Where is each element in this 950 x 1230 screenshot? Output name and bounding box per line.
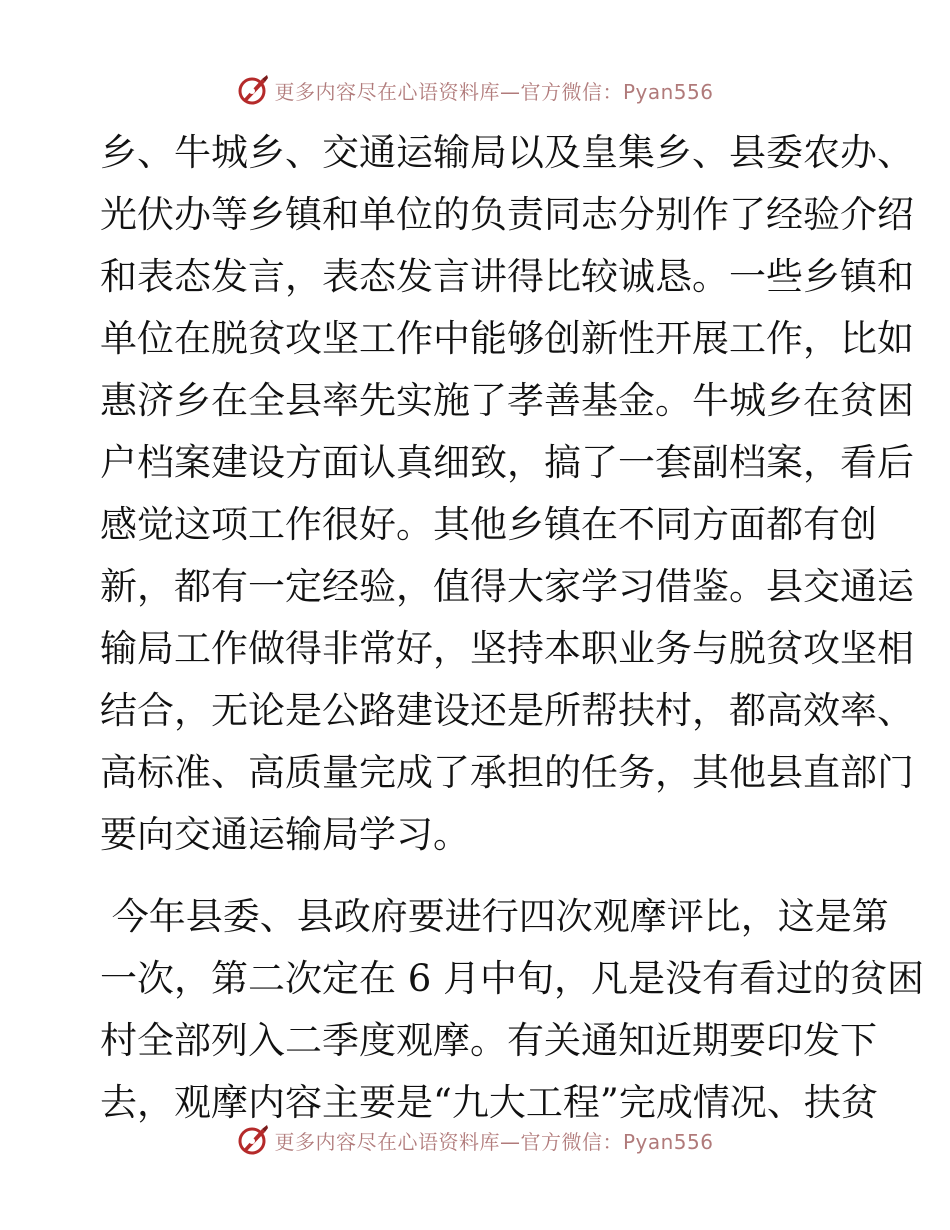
text-line: 感觉这项工作很好。其他乡镇在不同方面都有创 bbox=[100, 503, 877, 546]
paragraph bbox=[100, 886, 925, 1134]
header-banner-text: 更多内容尽在心语资料库—官方微信：Pyan556 bbox=[274, 79, 714, 104]
text-line: 村全部列入二季度观摩。有关通知近期要印发下 bbox=[100, 1019, 877, 1062]
text-line: 高标准、高质量完成了承担的任务，其他县直部门 bbox=[100, 751, 914, 794]
quill-pen-logo-icon bbox=[236, 1123, 270, 1157]
text-line: 户档案建设方面认真细致，搞了一套副档案，看后 bbox=[100, 441, 914, 484]
document-body bbox=[100, 122, 925, 1134]
text-line: 结合，无论是公路建设还是所帮扶村，都高效率、 bbox=[100, 689, 914, 732]
text-line: 今年县委、县政府要进行四次观摩评比，这是第 bbox=[100, 895, 889, 938]
header-banner bbox=[0, 70, 950, 110]
text-line: 输局工作做得非常好，坚持本职业务与脱贫攻坚相 bbox=[100, 627, 914, 670]
text-line: 惠济乡在全县率先实施了孝善基金。牛城乡在贫困 bbox=[100, 379, 914, 422]
footer-banner bbox=[0, 1120, 950, 1160]
text-line: 去，观摩内容主要是“九大工程”完成情况、扶贫 bbox=[100, 1081, 878, 1124]
text-line: 要向交通运输局学习。 bbox=[100, 813, 470, 856]
paragraph bbox=[100, 122, 914, 866]
text-line: 新，都有一定经验，值得大家学习借鉴。县交通运 bbox=[100, 565, 914, 608]
quill-pen-logo-icon bbox=[236, 73, 270, 107]
text-line: 光伏办等乡镇和单位的负责同志分别作了经验介绍 bbox=[100, 193, 914, 236]
text-line: 乡、牛城乡、交通运输局以及皇集乡、县委农办、 bbox=[100, 131, 914, 174]
footer-banner-text: 更多内容尽在心语资料库—官方微信：Pyan556 bbox=[274, 1129, 714, 1154]
text-line: 一次，第二次定在 6 月中旬，凡是没有看过的贫困 bbox=[100, 957, 925, 1000]
text-line: 和表态发言，表态发言讲得比较诚恳。一些乡镇和 bbox=[100, 255, 914, 298]
text-line: 单位在脱贫攻坚工作中能够创新性开展工作，比如 bbox=[100, 317, 914, 360]
